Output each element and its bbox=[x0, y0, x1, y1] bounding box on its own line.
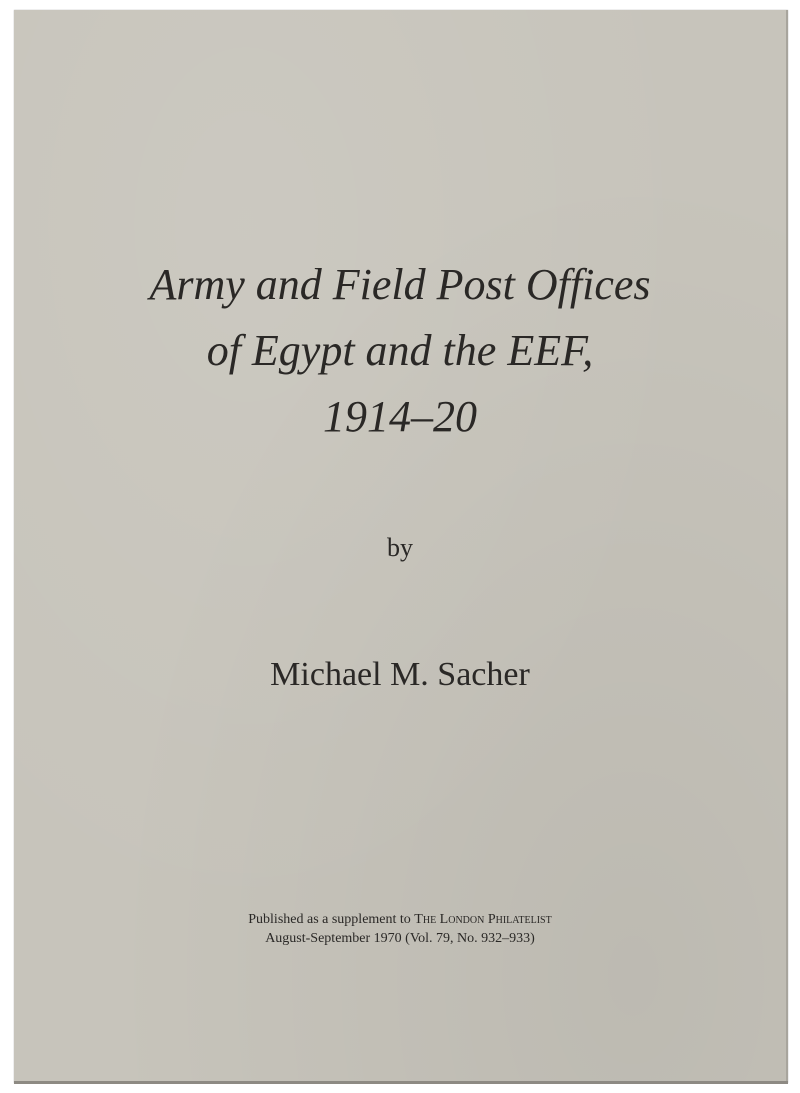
publication-note bbox=[0, 910, 800, 948]
title-line-2: of Egypt and the EEF, bbox=[206, 326, 594, 375]
author-name: Michael M. Sacher bbox=[270, 656, 530, 693]
cover-title bbox=[0, 252, 800, 450]
title-line-3: 1914–20 bbox=[323, 392, 477, 441]
journal-name: The London Philatelist bbox=[414, 912, 552, 927]
publication-issue: August-September 1970 (Vol. 79, No. 932–933) bbox=[265, 931, 535, 946]
title-line-1: Army and Field Post Offices bbox=[149, 260, 651, 309]
publication-line-1 bbox=[0, 910, 800, 929]
cover-bottom-edge bbox=[14, 1081, 788, 1084]
publication-prefix: Published as a supplement to bbox=[248, 912, 411, 927]
by-label: by bbox=[387, 533, 413, 562]
